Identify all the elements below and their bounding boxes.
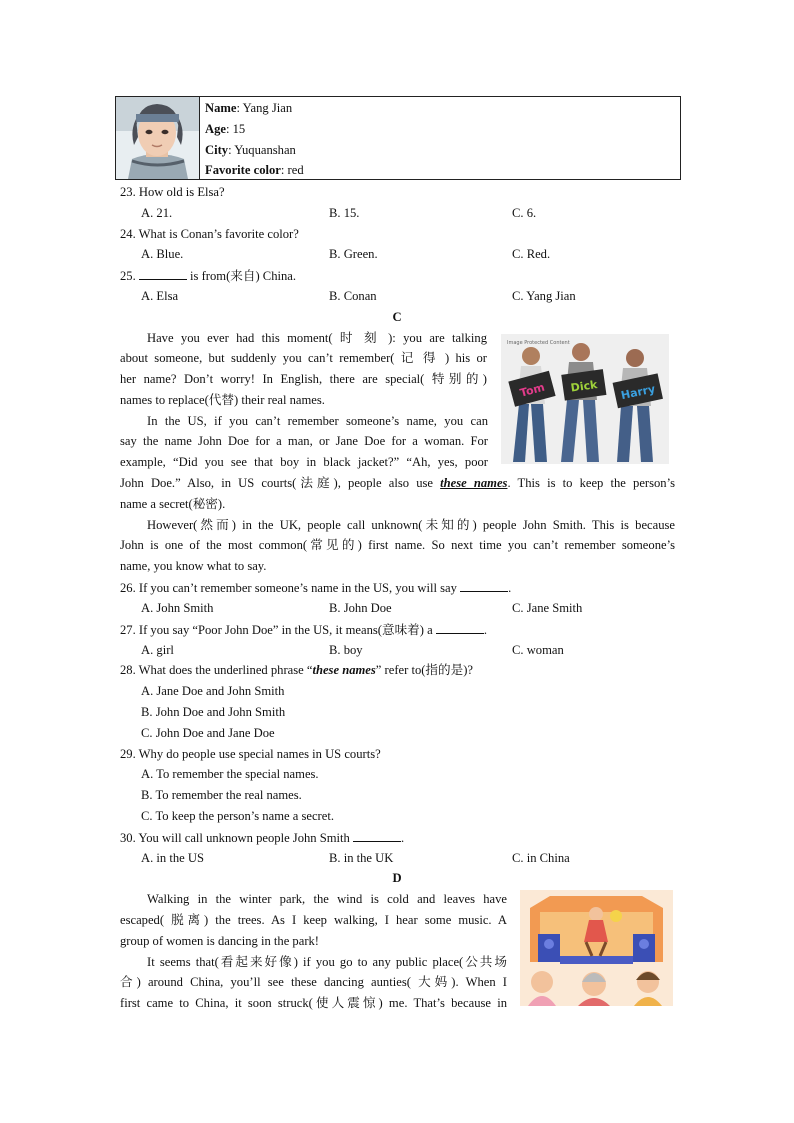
q26-option-a: A. John Smith <box>141 601 214 615</box>
c-p1-line1: Have you ever had this moment( 时 刻 ): you are talking <box>147 331 487 345</box>
card-city: City: Yuquanshan <box>205 143 296 157</box>
section-c-heading: C <box>392 310 402 324</box>
q23-option-c: C. 6. <box>512 206 537 220</box>
c-p1-line2: about someone, but suddenly you can’t remember( 记 得 ) his or <box>120 351 487 365</box>
dancing-aunties-illustration <box>520 890 673 1006</box>
q26-option-c: C. Jane Smith <box>512 601 583 615</box>
photo-caption: Image Protected Content <box>507 340 570 346</box>
answer-blank <box>139 268 187 280</box>
q23-option-b: B. 15. <box>329 206 360 220</box>
c-p1-line3: her name? Don’t worry! In English, there are special( 特别的) <box>120 372 487 386</box>
q29-option-b: B. To remember the real names. <box>141 788 302 802</box>
d-p1-line1: Walking in the winter park, the wind is cold and leaves have <box>147 892 507 906</box>
q28-option-c: C. John Doe and Jane Doe <box>141 726 275 740</box>
q28-option-b: B. John Doe and John Smith <box>141 705 286 719</box>
section-d-heading: D <box>392 871 402 885</box>
d-p2-line2: 合) around China, you’ll see these dancing aunties( 大妈). When I <box>120 975 507 989</box>
q25-option-a: A. Elsa <box>141 289 179 303</box>
q24-option-c: C. Red. <box>512 247 551 261</box>
q27-option-c: C. woman <box>512 643 564 657</box>
c-p3-line3: name, you know what to say. <box>120 559 267 573</box>
q28-option-a: A. Jane Doe and John Smith <box>141 684 285 698</box>
q25-option-b: B. Conan <box>329 289 377 303</box>
c-p2-line5: name a secret(秘密). <box>120 497 226 511</box>
q24-stem: 24. What is Conan’s favorite color? <box>120 227 299 241</box>
q30-option-a: A. in the US <box>141 851 204 865</box>
d-p2-line3: first came to China, it soon struck(使人震惊) me. That’s because in <box>120 996 507 1010</box>
profile-card <box>115 96 681 180</box>
q27-option-a: A. girl <box>141 643 174 657</box>
c-p2-line3: example, “Did you see that boy in black jacket?” “Ah, yes, poor <box>120 455 488 469</box>
c-p3-line1: However(然而) in the UK, people call unknown(未知的) people John Smith. This is because <box>147 518 675 532</box>
q27-option-b: B. boy <box>329 643 363 657</box>
q29-option-a: A. To remember the special names. <box>141 767 319 781</box>
d-p2-line1: It seems that(看起来好像) if you go to any public place(公共场 <box>147 955 507 969</box>
q28-stem: 28. What does the underlined phrase “these names” refer to(指的是)? <box>120 663 473 677</box>
answer-blank <box>353 830 401 842</box>
q23-stem: 23. How old is Elsa? <box>120 185 225 199</box>
q23-option-a: A. 21. <box>141 206 173 220</box>
board-name-3: Harry <box>619 382 657 403</box>
answer-blank <box>436 622 484 634</box>
c-p2-line2: say the name John Doe for a man, or Jane Doe for a woman. For <box>120 434 488 448</box>
d-p1-line2: escaped( 脱离) the trees. As I keep walking, I hear some music. A <box>120 913 507 927</box>
three-men-photo <box>501 334 669 464</box>
q25-stem: 25. is from(来自) China. <box>120 269 297 283</box>
q26-option-b: B. John Doe <box>329 601 392 615</box>
c-p2-line1: In the US, if you can’t remember someone’s name, you can <box>147 414 488 428</box>
q27-stem: 27. If you say “Poor John Doe” in the US, it means(意味着) a . <box>120 623 488 637</box>
underlined-phrase: these names <box>440 476 508 490</box>
c-p3-line2: John is one of the most common(常见的) first name. So next time you can’t remember someone’s <box>120 538 675 552</box>
q26-stem: 26. If you can’t remember someone’s name in the US, you will say . <box>120 581 512 595</box>
q30-option-c: C. in China <box>512 851 570 865</box>
q24-option-a: A. Blue. <box>141 247 184 261</box>
board-name-1: Tom <box>518 380 547 400</box>
c-p2-line4: John Doe.” Also, in US courts(法庭), people also use these names. This is to keep the person’s <box>120 476 675 490</box>
q30-option-b: B. in the UK <box>329 851 394 865</box>
q24-option-b: B. Green. <box>329 247 378 261</box>
card-age: Age: 15 <box>205 122 246 136</box>
c-p1-line4: names to replace(代替) their real names. <box>120 393 325 407</box>
yang-jian-portrait <box>116 97 200 179</box>
q29-stem: 29. Why do people use special names in US courts? <box>120 747 381 761</box>
board-name-2: Dick <box>569 378 599 395</box>
q30-stem: 30. You will call unknown people John Smith . <box>120 831 405 845</box>
q29-option-c: C. To keep the person’s name a secret. <box>141 809 334 823</box>
answer-blank <box>460 580 508 592</box>
card-favorite-color: Favorite color: red <box>205 163 304 177</box>
d-p1-line3: group of women is dancing in the park! <box>120 934 320 948</box>
card-name: Name: Yang Jian <box>205 101 293 115</box>
q25-option-c: C. Yang Jian <box>512 289 576 303</box>
